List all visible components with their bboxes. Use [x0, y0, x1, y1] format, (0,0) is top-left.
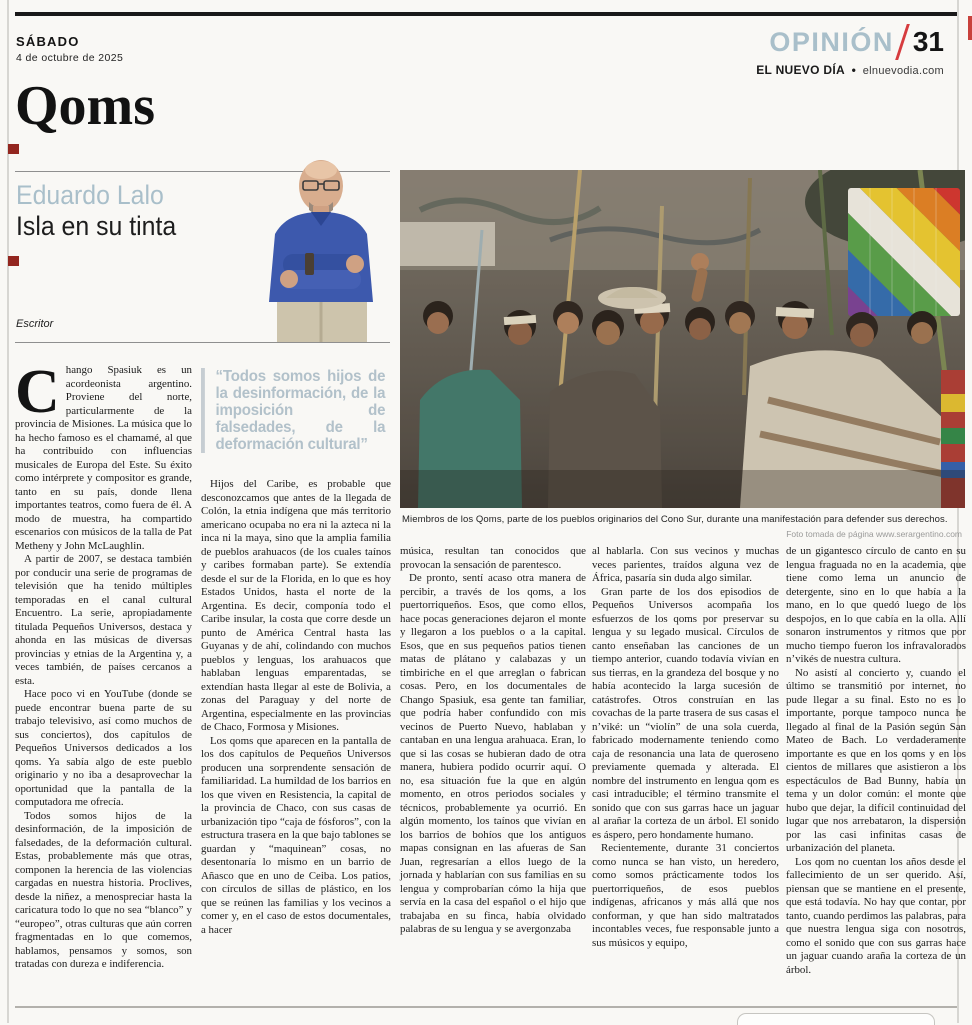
author-portrait-illustration	[253, 150, 390, 342]
author-rule-bottom	[15, 342, 390, 343]
body-paragraph: Todos somos hijos de la desinformación, de la imposición de falsedades, de la deformación cultural. Estas, probablemente más que otras, componen la herencia de las violencias cargadas en nuestra historia. Proclives, desde la niñez, a menospreciar hasta la caricatura todo lo que no sea “blanco” y “europeo”, otras culturas que aún corren fragmentadas en lo que comemos, hablamos, pensamos y somos, son tratadas con dureza e indiferencia.	[15, 809, 192, 970]
body-paragraph: música, resultan tan conocidos que provocan la sensación de parentesco.	[400, 545, 586, 571]
text-column-4	[592, 545, 779, 950]
body-paragraph: Chango Spasiuk es un acordeonista argentino. Proviene del norte, particularmente de la provincia de Misiones. La música que lo ha hecho famoso es el chamamé, al que ha contribuido con influencias musicales de Europa del Este. Su éxito como intérprete y compositor es grande, tanto en su país, donde llena importantes teatros, como fuera de él. A modo de muestra, ha compartido escenarios con músicos de la talla de Pat Metheny y John McLaughlin.	[15, 358, 192, 552]
body-paragraph: Los qoms que aparecen en la pantalla de los dos capítulos de Pequeños Universos producen una sorprendente sensación de familiaridad. La humildad de los barrios en los que viven en Resistencia, la capital de la provincia de Chaco, con sus casas de urbanización tipo “caja de fósforos”, con la estructura trasera en la que bajo tablones se guardan y “maquinean” cosas, no desentonaría lo mismo en un barrio de Añasco que en uno de Ceiba. Los patios, con círculos de sillas de plástico, en los que se reúnen las familias y los vecinos a comer y, en el caso de estos documentales, a hacer	[201, 734, 391, 936]
column-title: Isla en su tinta	[16, 211, 177, 241]
body-paragraph: al hablarla. Con sus vecinos y muchas veces parientes, traídos alguna vez de África, pasaría sin duda algo similar.	[592, 545, 779, 584]
brand-name: EL NUEVO DÍA	[756, 63, 845, 77]
text-column-5	[786, 545, 966, 977]
page-edge-marker	[8, 144, 19, 154]
page-bottom-rule	[15, 1006, 957, 1008]
date-kicker	[16, 34, 123, 64]
body-paragraph: No asistí al concierto y, cuando el último se transmitió por internet, no pude llegar a su final. Esto no es lo importante, porque tampoco nunca he llegado al final de la Pasión según San Mateo de Bach. Lo verdaderamente importante es que en los qoms y en los cientos de millares que asistieron a los espectáculos de Bad Bunny, había un tema y un dolor común: el monte que hubo que dejar, la difícil continuidad del lugar que nos arrebataron, la dispersión por las casi infinitas casas de urbanización del planeta.	[786, 666, 966, 854]
brand-line	[756, 63, 944, 77]
text-column-2	[201, 368, 391, 937]
body-paragraph: Los qom no cuentan los años desde el fallecimiento de un ser querido. Así, piensan que se mantiene en el presente, que está todavía. No hay que contar, por tanto, cuando perdimos las palabras, para que nuestra lengua siga con nosotros, como el sonido que con sus garras hace un jaguar cuando araña la corteza de un árbol.	[786, 855, 966, 976]
text-column-3	[400, 545, 586, 937]
slash-divider-icon	[895, 24, 910, 60]
brand-separator-icon: •	[851, 63, 857, 77]
section-name: OPINIÓN	[769, 26, 894, 57]
pull-quote: “Todos somos hijos de la desinformación, de la imposición de falsedades, de la deformación cultural”	[201, 368, 385, 453]
brand-website: elnuevodia.com	[862, 65, 944, 77]
body-paragraph: Gran parte de los dos episodios de Pequeños Universos acompaña los esfuerzos de los qoms por preservar su lengua y su legado musical. Círculos de canto enseñaban las canciones de un tiempo anterior, cuando todavía vivían en sus tierras, en la grandeza del bosque y no había acontecido la larga sucesión de catástrofes. Otros construían en las covachas de la parte trasera de sus casas el n’viké: un “violín” de una sola cuerda, fabricado modernamente teniendo como caja de resonancia una lata de queroseno previamente quemada y alterada. El nombre del instrumento en lengua qom es casi intraducible; el término transmite el sonido que con sus garras hace un jaguar al arañar la corteza de un árbol. El sonido es áspero, pero hondamente humano.	[592, 585, 779, 841]
author-role: Escritor	[16, 318, 54, 330]
body-paragraph: De pronto, sentí acaso otra manera de percibir, a través de los qoms, a los puertorriqueños. Esos, que como ellos, hace pocas generaciones dejaron el monte y llegaron a los pueblos o a la capital. Esos, que en sus pequeños patios tienen matas de plátano y calabazas y un timbiriche en el que arreglan o fabrican cosas. Pero, en los documentales de Chango Spasiuk, esa gente tan familiar, que podría haber confundido con mis vecinos de Puerto Nuevo, hablaban y cantaban en una lengua arahuaca. Eran, lo que si las cosas se hubieran dado de otra manera, hubiera podido ocurrir aquí. O no, esa situación fue la que en algún momento, en otros periodos sociales y técnicos, probablemente ya ocurrió. En algún momento, los taínos que vivían en los barrios de bohíos que los antiguos mapas consignan en las afueras de San Juan, regresarían a ellos luego de la jornada y hablarían con sus familias en su lengua y comprobarían cómo la hija que servía en la casa del español o el hijo que trabajaba en su finca, había olvidado palabras de su lengua y se avergonzaba	[400, 572, 586, 935]
drop-cap: C	[15, 358, 60, 426]
body-paragraph: Recientemente, durante 31 conciertos como nunca se han visto, un heredero, como somos prácticamente todos los puertorriqueños, de esos pueblos indígenas, africanos y más allá que nos conforman, y que han sido maltratados incontables veces, fue responsable junto a sus músicos y equipo,	[592, 842, 779, 949]
protest-crowd-illustration	[400, 170, 965, 508]
article-headline: Qoms	[15, 75, 155, 137]
article-photo	[400, 170, 965, 508]
page-edge-marker	[8, 256, 19, 266]
body-paragraph: de un gigantesco círculo de canto en su lengua fraguada no en la academia, que tiene como lema un anuncio de detergente, sino en lo que había a la mano, en lo que quedó luego de los despojos, en lo que cabía en la olla. Allí sonaron instrumentos y ritmos que por mucho tiempo fueron los infravalorados n’vikés de nuestra cultura.	[786, 545, 966, 665]
section-header	[756, 24, 944, 77]
text-column-1	[15, 358, 192, 972]
body-paragraph: A partir de 2007, se destaca también por conducir una serie de programas de televisión que ha tenido múltiples temporadas en el canal cultural Encuentro. La serie, apropiadamente titulada Pequeños Universos, destaca y ahonda en las músicas de diversas provincias y etnias de la Argentina y, a veces también, de países cercanos a esta.	[15, 553, 192, 687]
weekday-label: SÁBADO	[16, 34, 80, 49]
page-bottom-widget-fragment	[737, 1013, 935, 1025]
author-portrait	[253, 150, 390, 342]
author-name: Eduardo Lalo	[16, 180, 164, 210]
date-label: 4 de octubre de 2025	[16, 52, 124, 64]
scan-edge-red-fragment	[968, 16, 972, 40]
body-paragraph: Hace poco vi en YouTube (donde se puede encontrar buena parte de su trabajo televisivo, así como muchos de sus conciertos), dos capítulos de Pequeños Universos dedicados a los qoms. Ya sabía algo de este pueblo originario y no iba a desaprovechar la oportunidad que la pantalla de la computadora me ofrecía.	[15, 688, 192, 808]
page-number: 31	[912, 26, 944, 57]
photo-credit: Foto tomada de página www.serargentino.com	[786, 529, 962, 539]
body-paragraph: Hijos del Caribe, es probable que desconozcamos que antes de la llegada de Colón, la etnia indígena que más territorio americano ocupaba no era ni la azteca ni la inca ni la maya, sino que la amplia familia de pueblos arahuacos (de los cuales taínos y caribes formaban parte). Se extendía desde el sur de la Florida, en lo que es hoy Estados Unidos, hasta el norte de la Argentina. Es decir, componía todo el Caribe insular, la costa que corre desde un punto de América Central hasta las Guyanas y de ahí, colindando con muchos pueblos y lenguas, los arahuacos que hablaban lenguas emparentadas, se extendían hasta llegar al este de Bolivia, a zonas del Paraguay y del norte de Argentina, especialmente en las provincias de Chaco, Formosa y Misiones.	[201, 478, 391, 733]
photo-caption: Miembros de los Qoms, parte de los pueblos originarios del Cono Sur, durante una manifestación para defender sus derechos.	[402, 514, 948, 525]
masthead-rule	[15, 12, 957, 16]
text-column-2-body	[201, 478, 391, 937]
